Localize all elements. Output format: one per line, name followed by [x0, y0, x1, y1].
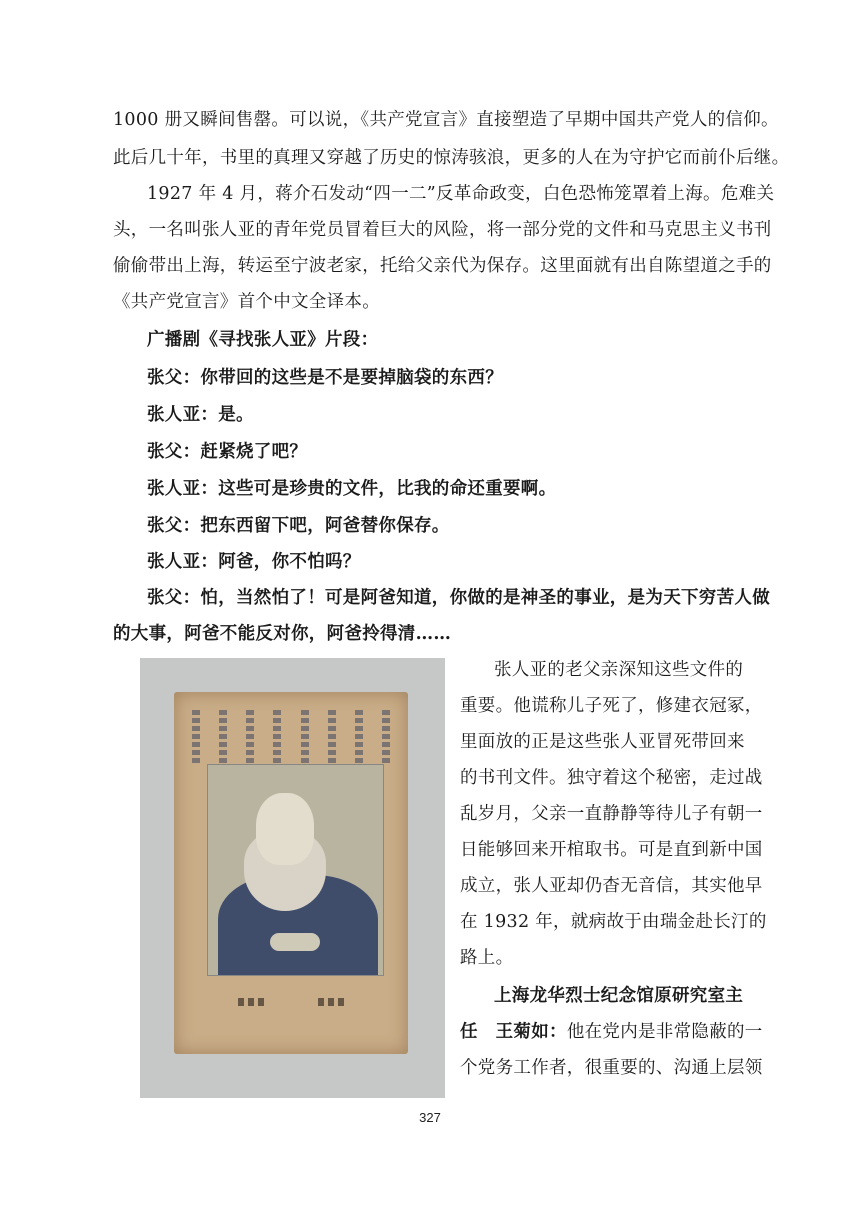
- paragraph-2-line-2: 头，一名叫张人亚的青年党员冒着巨大的风险，将一部分党的文件和马克思主义书刊: [113, 220, 772, 240]
- booklet-cover: [174, 692, 408, 1054]
- dialogue-line: 张父：把东西留下吧，阿爸替你保存。: [147, 516, 450, 536]
- dialogue-line: 张父：你带回的这些是不是要掉脑袋的东西？: [147, 368, 503, 388]
- paragraph-3-line: 里面放的正是这些张人亚冒死带回来: [460, 732, 745, 752]
- dialogue-line: 的大事，阿爸不能反对你，阿爸拎得清……: [113, 624, 452, 644]
- dialogue-line: 张人亚：阿爸，你不怕吗？: [147, 552, 361, 572]
- paragraph-2-line-1: 1927 年 4 月，蒋介石发动“四一二”反革命政变，白色恐怖笼罩着上海。危难关: [147, 184, 775, 204]
- paragraph-2-line-3: 偷偷带出上海，转运至宁波老家，托给父亲代为保存。这里面就有出自陈望道之手的: [113, 256, 772, 276]
- dialogue-heading: 广播剧《寻找张人亚》片段：: [147, 330, 379, 350]
- cover-bottom-text-left: [238, 998, 268, 1006]
- interview-speaker: 任 王菊如：: [460, 1022, 567, 1042]
- interview-quote: 他在党内是非常隐蔽的一: [566, 1022, 763, 1042]
- paragraph-3-line: 乱岁月，父亲一直静静等待儿子有朝一: [460, 804, 763, 824]
- dialogue-line: 张人亚：是。: [147, 405, 254, 425]
- paragraph-1-line-2: 此后几十年，书里的真理又穿越了历史的惊涛骇浪，更多的人在为守护它而前仆后继。: [113, 148, 790, 168]
- paragraph-3-line: 成立，张人亚却仍杳无音信，其实他早: [460, 876, 763, 896]
- portrait-illustration: [207, 764, 384, 976]
- paragraph-3-line: 日能够回来开棺取书。可是直到新中国: [460, 840, 763, 860]
- interview-line: [460, 1020, 763, 1044]
- paragraph-1-line-1: 1000 册又瞬间售罄。可以说，《共产党宣言》直接塑造了早期中国共产党人的信仰。: [113, 110, 779, 130]
- interview-attribution: 上海龙华烈士纪念馆原研究室主: [494, 986, 744, 1006]
- cover-title-text: [192, 710, 390, 766]
- paragraph-3-line: 路上。: [460, 948, 514, 968]
- paragraph-3-line: 重要。他谎称儿子死了，修建衣冠冢，: [460, 696, 763, 716]
- paragraph-3-line: 张人亚的老父亲深知这些文件的: [494, 660, 744, 680]
- cover-bottom-text-right: [318, 998, 348, 1006]
- dialogue-line: 张父：赶紧烧了吧？: [147, 442, 308, 462]
- dialogue-line: 张父：怕，当然怕了！可是阿爸知道，你做的是神圣的事业，是为天下穷苦人做: [147, 588, 770, 608]
- dialogue-line: 张人亚：这些可是珍贵的文件，比我的命还重要啊。: [147, 479, 557, 499]
- paragraph-3-line: 在 1932 年，就病故于由瑞金赴长汀的: [460, 912, 767, 932]
- paragraph-3-line: 的书刊文件。独守着这个秘密，走过战: [460, 768, 763, 788]
- page-number: 327: [419, 1110, 441, 1125]
- interview-line: 个党务工作者，很重要的、沟通上层领: [460, 1058, 763, 1078]
- paragraph-2-line-4: 《共产党宣言》首个中文全译本。: [113, 292, 380, 312]
- booklet-photo: [140, 658, 445, 1098]
